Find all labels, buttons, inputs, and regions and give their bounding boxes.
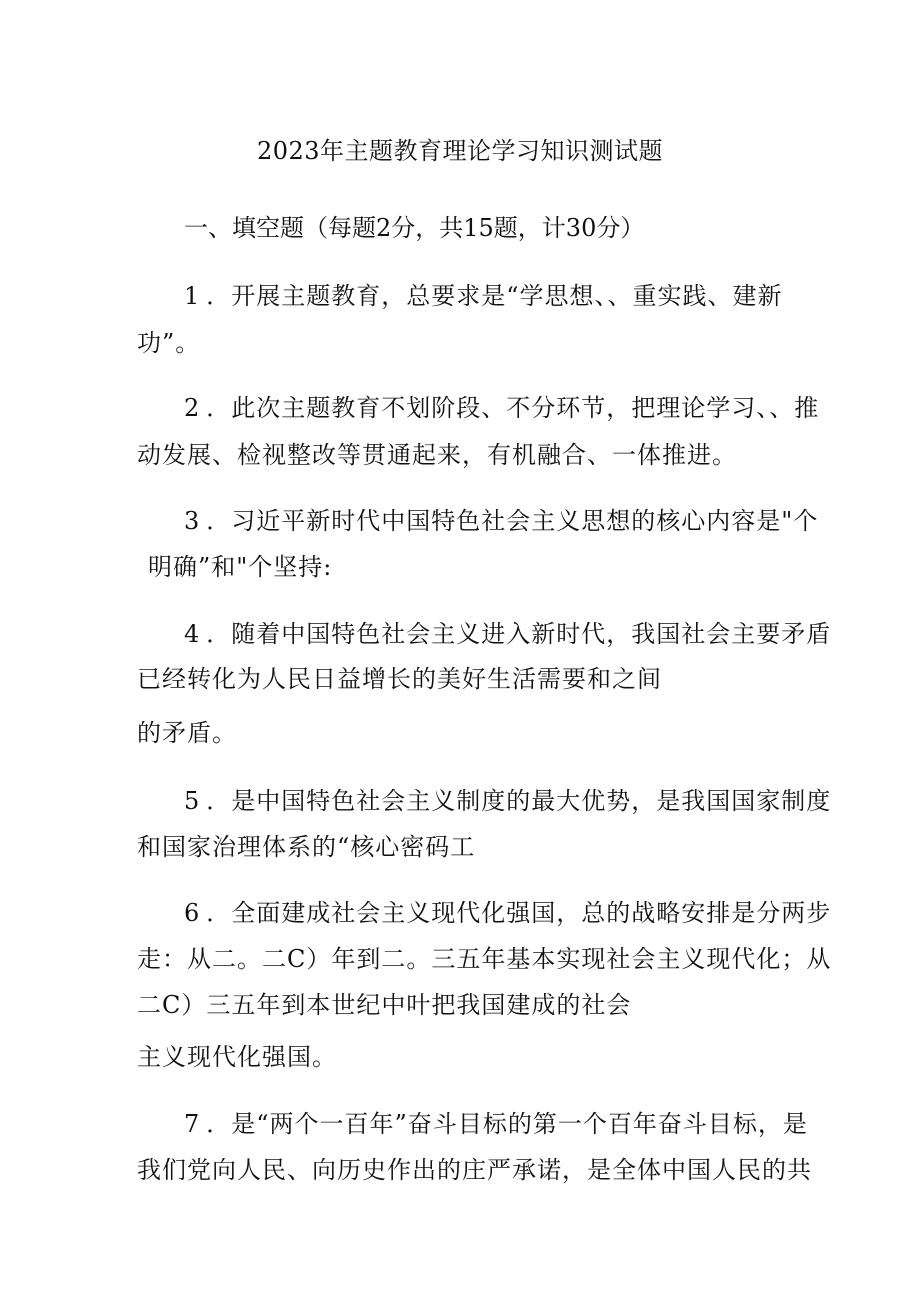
question-7-number: 7 (184, 1110, 201, 1138)
question-3-line-2: 明确”和"个坚持: (148, 553, 333, 581)
question-4-line-3: 的矛盾。 (137, 719, 237, 747)
question-6-line-4: 主义现代化强国。 (137, 1043, 337, 1071)
question-2-line-2: 动发展、检视整改等贯通起来，有机融合、一体推进。 (137, 441, 737, 469)
question-5-number: 5 (184, 787, 201, 815)
question-3-number: 3 (184, 507, 201, 535)
question-4-line-1 (184, 617, 831, 651)
question-6-line-3: 二C）三五年到本世纪中叶把我国建成的社会 (137, 991, 632, 1019)
question-6-text-1: ．全面建成社会主义现代化强国，总的战略安排是分两步 (206, 899, 832, 927)
question-2-line-1 (184, 391, 819, 425)
question-5-line-2: 和国家治理体系的“核心密码工 (137, 833, 476, 861)
document-title: 2023年主题教育理论学习知识测试题 (256, 137, 664, 165)
question-6-number: 6 (184, 899, 201, 927)
section-heading: 一、填空题（每题2分，共15题，计30分） (184, 214, 645, 242)
question-3-text-1: ．习近平新时代中国特色社会主义思想的核心内容是"个 (206, 507, 819, 535)
question-5-line-1 (184, 784, 831, 818)
question-1-line-1 (184, 279, 783, 313)
question-6-line-1 (184, 896, 831, 930)
question-1-text-1: ．开展主题教育，总要求是“学思想、、重实践、建新 (206, 282, 783, 310)
question-1-number: 1 (184, 282, 201, 310)
question-7-line-1 (184, 1107, 808, 1141)
question-7-text-1: ．是“两个一百年”奋斗目标的第一个百年奋斗目标，是 (206, 1110, 808, 1138)
question-4-line-2: 已经转化为人民日益增长的美好生活需要和之间 (137, 665, 662, 693)
question-1-line-2: 功”。 (137, 329, 201, 357)
question-7-line-2: 我们党向人民、向历史作出的庄严承诺，是全体中国人民的共 (137, 1156, 812, 1184)
question-2-text-1: ．此次主题教育不划阶段、不分环节，把理论学习、、推 (206, 394, 820, 422)
question-2-number: 2 (184, 394, 201, 422)
question-3-line-1 (184, 504, 818, 538)
question-4-text-1: ．随着中国特色社会主义进入新时代，我国社会主要矛盾 (206, 620, 832, 648)
question-6-line-2: 走：从二。二C）年到二。三五年基本实现社会主义现代化；从 (137, 945, 832, 973)
question-5-text-1: ．是中国特色社会主义制度的最大优势，是我国国家制度 (206, 787, 832, 815)
question-4-number: 4 (184, 620, 201, 648)
